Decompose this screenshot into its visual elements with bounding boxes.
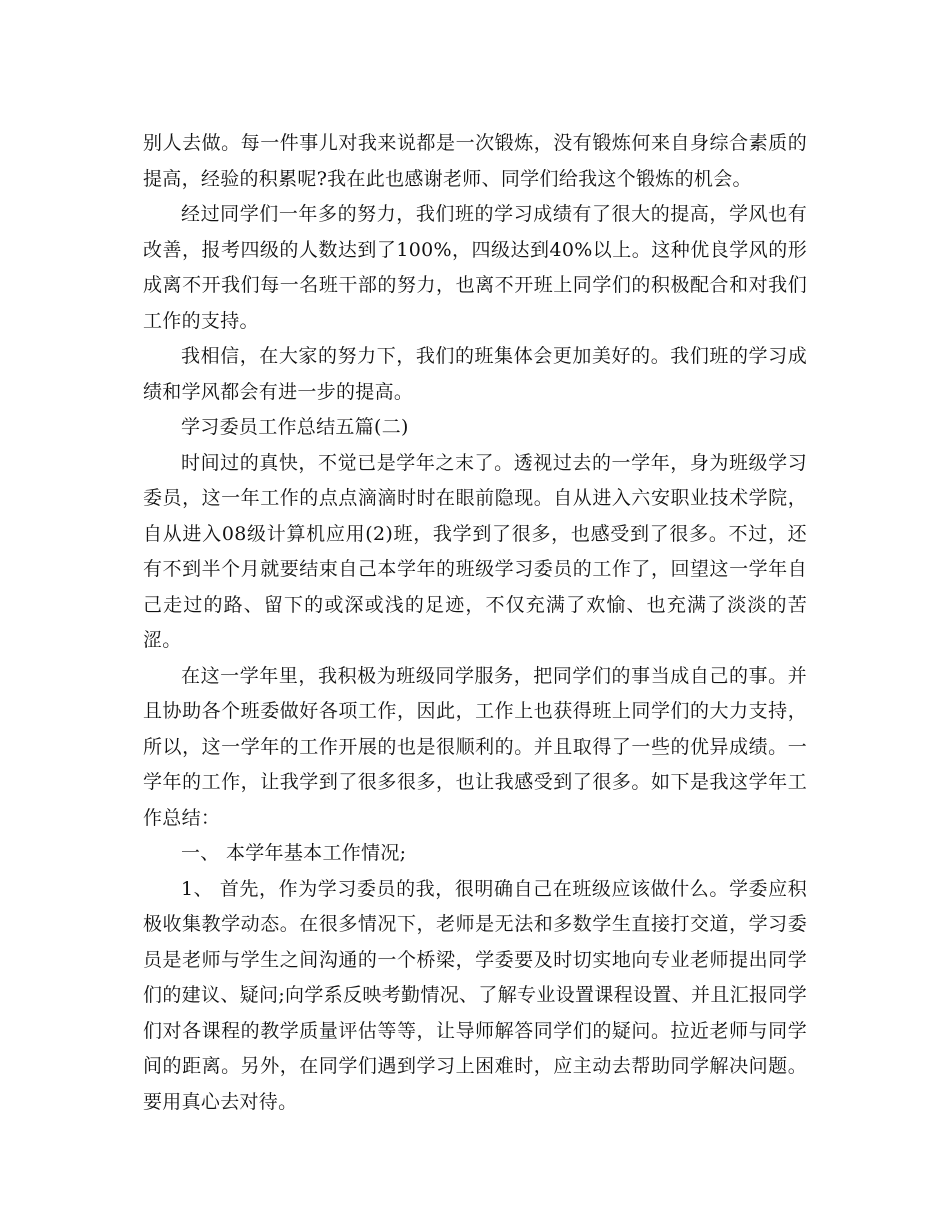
section-heading: 学习委员工作总结五篇(二): [181, 416, 409, 438]
document-body: [143, 126, 807, 1120]
paragraph-continuation: 别人去做。每一件事儿对我来说都是一次锻炼，没有锻炼何来自身综合素质的提高，经验的积累呢?我在此也感谢老师、同学们给我这个锻炼的机会。: [143, 132, 807, 190]
paragraph-study-results: 经过同学们一年多的努力，我们班的学习成绩有了很大的提高，学风也有改善，报考四级的人数达到了100%，四级达到40%以上。这种优良学风的形成离不开我们每一名班干部的努力，也离不开班上同学们的积极配合和对我们工作的支持。: [143, 203, 807, 332]
paragraph-belief: 我相信，在大家的努力下，我们的班集体会更加美好的。我们班的学习成绩和学风都会有进一步的提高。: [143, 345, 807, 403]
list-heading-basic-work: 一、 本学年基本工作情况;: [181, 842, 407, 864]
paragraph-time-flies: 时间过的真快，不觉已是学年之末了。透视过去的一学年，身为班级学习委员，这一年工作的点点滴滴时时在眼前隐现。自从进入六安职业技术学院，自从进入08级计算机应用(2)班，我学到了很多，也感受到了很多。不过，还有不到半个月就要结束自己本学年的班级学习委员的工作了，回望这一学年自己走过的路、留下的或深或浅的足迹，不仅充满了欢愉、也充满了淡淡的苦涩。: [143, 451, 807, 651]
paragraph-this-year: 在这一学年里，我积极为班级同学服务，把同学们的事当成自己的事。并且协助各个班委做好各项工作，因此，工作上也获得班上同学们的大力支持，所以，这一学年的工作开展的也是很顺利的。并且取得了一些的优异成绩。一学年的工作，让我学到了很多很多，也让我感受到了很多。如下是我这学年工作总结：: [143, 664, 807, 829]
list-item-first: 1、 首先，作为学习委员的我，很明确自己在班级应该做什么。学委应积极收集教学动态。在很多情况下，老师是无法和多数学生直接打交道，学习委员是老师与学生之间沟通的一个桥梁，学委要及时切实地向专业老师提出同学们的建议、疑问;向学系反映考勤情况、了解专业设置课程设置、并且汇报同学们对各课程的教学质量评估等等，让导师解答同学们的疑问。拉近老师与同学间的距离。另外，在同学们遇到学习上困难时，应主动去帮助同学解决问题。要用真心去对待。: [143, 877, 807, 1113]
